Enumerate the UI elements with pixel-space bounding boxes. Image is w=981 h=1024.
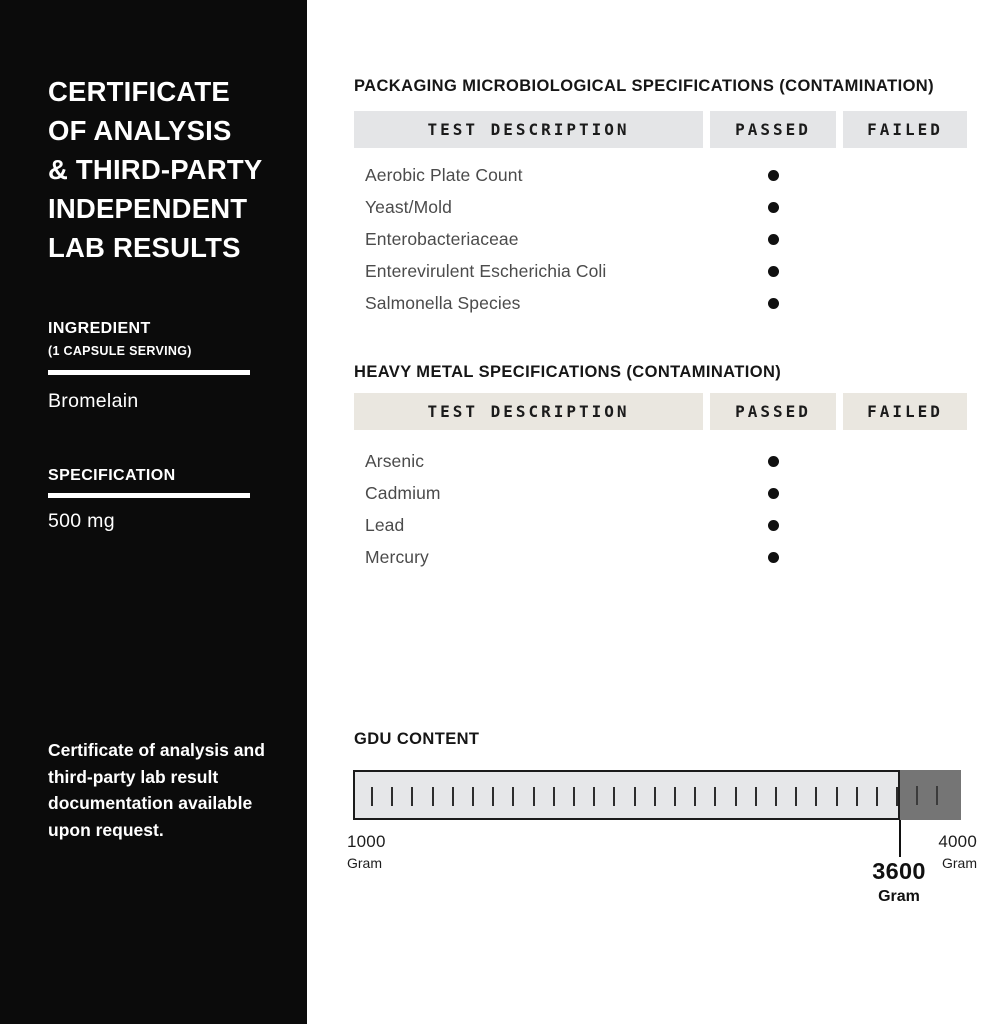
title-line: CERTIFICATE <box>48 76 230 107</box>
heavy-metal-table <box>354 393 967 573</box>
ingredient-sublabel: (1 CAPSULE SERVING) <box>48 344 192 358</box>
column-header-test-description: TEST DESCRIPTION <box>354 111 703 148</box>
ruler-tick <box>492 787 494 806</box>
ingredient-value: Bromelain <box>48 390 139 412</box>
passed-dot <box>768 170 779 181</box>
gdu-value-number: 3600 <box>872 858 926 884</box>
ruler-tick <box>856 787 858 806</box>
divider-bar <box>48 493 250 498</box>
ruler-tick <box>512 787 514 806</box>
gdu-value-marker-line <box>899 820 901 857</box>
table-row <box>354 509 967 541</box>
passed-dot <box>768 266 779 277</box>
gdu-min-number: 1000 <box>347 832 386 851</box>
title-line: & THIRD-PARTY <box>48 154 263 185</box>
table-row <box>354 159 967 191</box>
test-name: Cadmium <box>365 482 441 503</box>
failed-cell <box>843 266 967 277</box>
table-body <box>354 430 967 573</box>
passed-cell <box>710 520 836 531</box>
ruler-tick <box>775 787 777 806</box>
ruler-tick <box>411 787 413 806</box>
passed-dot <box>768 488 779 499</box>
table-row <box>354 477 967 509</box>
passed-dot <box>768 234 779 245</box>
passed-dot <box>768 202 779 213</box>
gdu-min-label <box>347 832 386 871</box>
gdu-value-label <box>838 858 960 906</box>
test-name: Enterevirulent Escherichia Coli <box>365 260 607 281</box>
footnote: Certificate of analysis and third-party lab result documentation available upon request. <box>48 740 265 840</box>
section-heading-microbiological: PACKAGING MICROBIOLOGICAL SPECIFICATIONS (CONTAMINATION) <box>354 77 935 95</box>
ruler-tick <box>694 787 696 806</box>
failed-cell <box>843 234 967 245</box>
passed-dot <box>768 298 779 309</box>
table-row <box>354 287 967 319</box>
passed-cell <box>710 488 836 499</box>
passed-cell <box>710 202 836 213</box>
passed-cell <box>710 298 836 309</box>
ruler-tick <box>876 787 878 806</box>
ruler-tick <box>936 786 938 805</box>
ruler-tick <box>896 787 898 806</box>
failed-cell <box>843 202 967 213</box>
column-header-failed: FAILED <box>843 111 967 148</box>
failed-cell <box>843 170 967 181</box>
test-name: Salmonella Species <box>365 292 521 313</box>
gdu-value-unit: Gram <box>878 888 920 905</box>
ruler-tick <box>916 786 918 805</box>
ruler-tick <box>613 787 615 806</box>
table-row <box>354 255 967 287</box>
test-name: Yeast/Mold <box>365 196 452 217</box>
ruler-tick <box>815 787 817 806</box>
title-line: INDEPENDENT <box>48 193 248 224</box>
gdu-min-unit: Gram <box>347 855 382 871</box>
test-name: Mercury <box>365 546 429 567</box>
section-heading-gdu: GDU CONTENT <box>354 730 480 748</box>
table-body <box>354 148 967 319</box>
passed-cell <box>710 170 836 181</box>
gdu-max-unit: Gram <box>942 855 977 871</box>
passed-cell <box>710 266 836 277</box>
sidebar <box>0 0 307 1024</box>
ruler-tick <box>553 787 555 806</box>
failed-cell <box>843 298 967 309</box>
gdu-ruler-dark-segment <box>900 770 961 820</box>
ruler-tick <box>371 787 373 806</box>
ruler-tick <box>674 787 676 806</box>
passed-dot <box>768 552 779 563</box>
column-header-passed: PASSED <box>710 393 836 430</box>
gdu-max-number: 4000 <box>938 832 977 851</box>
failed-cell <box>843 520 967 531</box>
section-heading-heavy-metal: HEAVY METAL SPECIFICATIONS (CONTAMINATION) <box>354 363 782 381</box>
ruler-tick <box>714 787 716 806</box>
table-header-row <box>354 111 967 148</box>
passed-dot <box>768 456 779 467</box>
ruler-tick <box>654 787 656 806</box>
column-header-passed: PASSED <box>710 111 836 148</box>
table-row <box>354 223 967 255</box>
microbiological-table <box>354 111 967 319</box>
failed-cell <box>843 552 967 563</box>
failed-cell <box>843 456 967 467</box>
page-title <box>48 72 298 267</box>
ruler-tick <box>795 787 797 806</box>
test-name: Enterobacteriaceae <box>365 228 519 249</box>
table-header-row <box>354 393 967 430</box>
column-header-failed: FAILED <box>843 393 967 430</box>
passed-dot <box>768 520 779 531</box>
specification-label: SPECIFICATION <box>48 467 176 484</box>
ruler-tick <box>432 787 434 806</box>
ingredient-label: INGREDIENT <box>48 320 151 337</box>
ruler-tick <box>472 787 474 806</box>
ruler-tick <box>573 787 575 806</box>
ruler-tick <box>452 787 454 806</box>
ruler-tick <box>634 787 636 806</box>
ruler-tick <box>836 787 838 806</box>
passed-cell <box>710 552 836 563</box>
table-row <box>354 191 967 223</box>
title-line: LAB RESULTS <box>48 232 241 263</box>
ruler-tick <box>735 787 737 806</box>
test-name: Lead <box>365 514 405 535</box>
ruler-tick <box>755 787 757 806</box>
table-row <box>354 445 967 477</box>
test-name: Arsenic <box>365 450 425 471</box>
passed-cell <box>710 234 836 245</box>
specification-value: 500 mg <box>48 510 115 532</box>
passed-cell <box>710 456 836 467</box>
failed-cell <box>843 488 967 499</box>
column-header-test-description: TEST DESCRIPTION <box>354 393 703 430</box>
test-name: Aerobic Plate Count <box>365 164 523 185</box>
ruler-tick <box>533 787 535 806</box>
table-row <box>354 541 967 573</box>
ruler-tick <box>593 787 595 806</box>
title-line: OF ANALYSIS <box>48 115 232 146</box>
gdu-ruler <box>353 770 900 820</box>
divider-bar <box>48 370 250 375</box>
ruler-tick <box>391 787 393 806</box>
